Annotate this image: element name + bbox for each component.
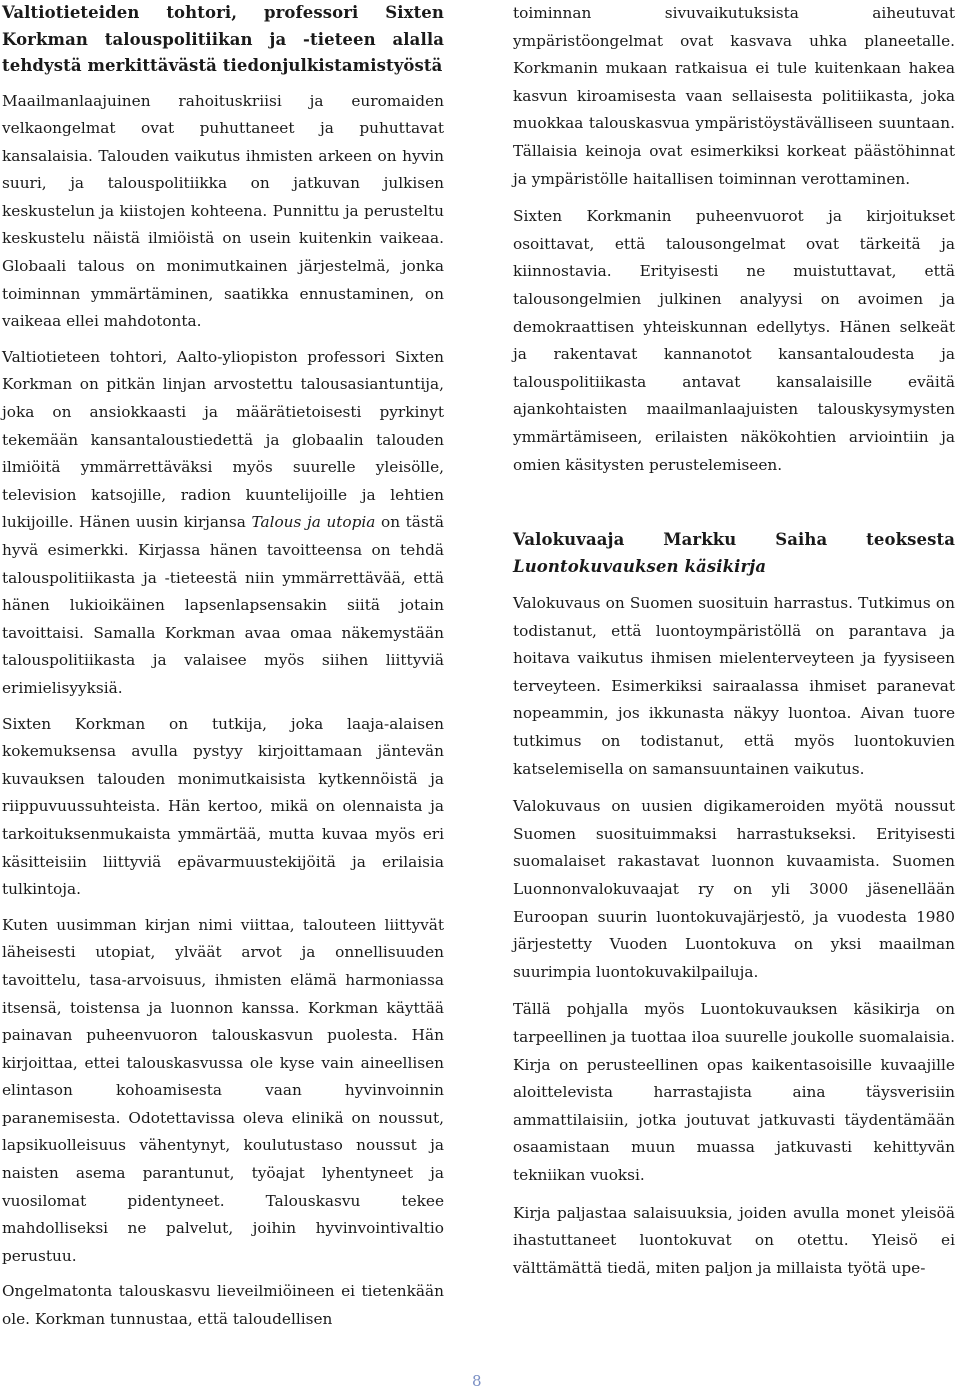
paragraph-text: on tästä hyvä esimerkki. Kirjassa hänen tavoitteensa on tehdä talouspolitiikasta ja -tieteestä niin ymmärrettävää, että hänen lukioikäinen lapsenlapsensakin siitä jotain tavoittaisi. Samalla Korkman avaa omaa näkemystään talouspolitiikasta ja valaisee myös siihen liittyviä erimielisyyksiä.	[2, 513, 445, 697]
paragraph: toiminnan sivuvaikutuksista aiheutuvat ympäristöongelmat ovat kasvava uhka planeetalle. Korkmanin mukaan ratkaisua ei tule kuitenkaan hakea kasvun kiroamisesta vaan sellaisesta politiikasta, joka muokkaa talouskasvua ympäristöystävälliseen suuntaan. Tällaisia keinoja ovat esimerkiksi korkeat päästöhinnat ja ympäristölle haitallisen toiminnan verottaminen.	[513, 4, 955, 188]
right-column	[513, 0, 955, 1282]
paragraph: Tällä pohjalla myös Luontokuvauksen käsikirja on tarpeellinen ja tuottaa iloa suurelle joukolle suomalaisia. Kirja on perusteellinen opas kaikentasoisille kuvaajille aloittelevista harrastajista aina täysverisiin ammattilaisiin, jotka joutuvat jatkuvasti täydentämään osaamistaan muun muassa jatkuvasti kehittyvän tekniikan vuoksi.	[513, 1000, 955, 1184]
book-title-talous-ja-utopia: Talous ja utopia	[251, 513, 376, 532]
paragraph	[2, 344, 444, 703]
book-title-luontokuvauksen-kasikirja: Luontokuvauksen käsikirja	[513, 556, 767, 576]
paragraph: Kuten uusimman kirjan nimi viittaa, talouteen liittyvät läheisesti utopiat, ylväät arvot ja onnellisuuden tavoittelu, tasa-arvoisuus, ihmisten elämä harmoniassa itsensä, toistensa ja luonnon kanssa. Korkman käyttää painavan puheenvuoron talouskasvun puolesta. Hän kirjoittaa, ettei talouskasvussa ole kyse vain aineellisen elintason kohoamisesta vaan hyvinvoinnin paranemisesta. Odotettavissa oleva elinikä on noussut, lapsikuolleisuus vähentynyt, koulutustaso noussut ja naisten asema parantunut, työajat lyhentyneet ja vuosilomat pidentyneet. Talouskasvu tekee mahdolliseksi ne palvelut, joihin hyvinvointivaltio perustuu.	[2, 915, 444, 1265]
left-column	[2, 0, 444, 1334]
page-number: 8	[472, 1372, 482, 1390]
paragraph: Sixten Korkman on tutkija, joka laaja-alaisen kokemuksensa avulla pystyy kirjoittamaan jäntevän kuvauksen talouden monimutkaisista kytkennöistä ja riippuvuussuhteista. Hän kertoo, mikä on olennaista ja tarkoituksenmukaista ymmärtää, mutta kuvaa myös eri käsitteisiin liittyviä epävarmuustekijöitä ja erilaisia tulkintoja.	[2, 714, 444, 899]
article-heading-saiha	[513, 527, 955, 580]
paragraph: Valokuvaus on uusien digikameroiden myötä noussut Suomen suosituimmaksi harrastukseksi. Erityisesti suomalaiset rakastavat luonnon kuvaamista. Suomen Luonnonvalokuvaajat ry on yli 3000 jäsenellään Euroopan suurin luontokuvajärjestö, ja vuodesta 1980 järjestetty Vuoden Luontokuva on yksi maailman suurimpia luontokuvakilpailuja.	[513, 797, 955, 981]
paragraph: Sixten Korkmanin puheenvuorot ja kirjoitukset osoittavat, että talousongelmat ovat tärkeitä ja kiinnostavia. Erityisesti ne muistuttavat, että talousongelmien julkinen analyysi on avoimen ja demokraattisen yhteiskunnan edellytys. Hänen selkeät ja rakentavat kannanotot kansantaloudesta ja talouspolitiikasta antavat kansalaisille eväitä ajankohtaisten maailmanlaajuisten talouskysymysten ymmärtämiseen, erilaisten näkökohtien arviointiin ja omien käsitysten perustelemiseen.	[513, 207, 955, 474]
heading-text: Valokuvaaja Markku Saiha teoksesta	[513, 530, 955, 550]
paragraph: Kirja paljastaa salaisuuksia, joiden avulla monet yleisöä ihastuttaneet luontokuvat on otettu. Yleisö ei välttämättä tiedä, miten paljon ja millaista työtä upe-	[513, 1203, 955, 1277]
paragraph: Maailmanlaajuinen rahoituskriisi ja euromaiden velkaongelmat ovat puhuttaneet ja puhuttavat kansalaisia. Talouden vaikutus ihmisten arkeen on hyvin suuri, ja talouspolitiikka on jatkuvan julkisen keskustelun ja kiistojen kohteena. Punnittu ja perusteltu keskustelu näistä ilmiöistä on usein kuitenkin vaikeaa. Globaali talous on monimutkainen järjestelmä, jonka toiminnan ymmärtäminen, saatikka ennustaminen, on vaikeaa ellei mahdotonta.	[2, 91, 444, 331]
paragraph: Valokuvaus on Suomen suosituin harrastus. Tutkimus on todistanut, että luontoympäristöllä on parantava ja hoitava vaikutus ihmisen mielenterveyteen ja fyysiseen terveyteen. Esimerkiksi sairaalassa ihmiset paranevat nopeammin, jos ikkunasta näkyy luontoa. Aivan tuore tutkimus on todistanut, että myös luontokuvien katselemisella on samansuuntainen vaikutus.	[513, 594, 955, 778]
paragraph: Ongelmatonta talouskasvu lieveilmiöineen ei tietenkään ole. Korkman tunnustaa, että taloudellisen	[2, 1282, 444, 1329]
paragraph-text: Valtiotieteen tohtori, Aalto-yliopiston professori Sixten Korkman on pitkän linjan arvostettu talousasiantuntija, joka on ansiokkaasti ja määrätietoisesti pyrkinyt tekemään kansantaloustiedettä ja globaalin talouden ilmiöitä ymmärrettäväksi myös suurelle yleisölle, television katsojille, radion kuuntelijoille ja lehtien lukijoille. Hänen uusin kirjansa	[2, 347, 444, 532]
article-heading-korkman: Valtiotieteiden tohtori, professori Sixten Korkman talouspolitiikan ja -tieteen alalla tehdystä merkittävästä tiedonjulkistamistyöstä	[2, 3, 444, 75]
